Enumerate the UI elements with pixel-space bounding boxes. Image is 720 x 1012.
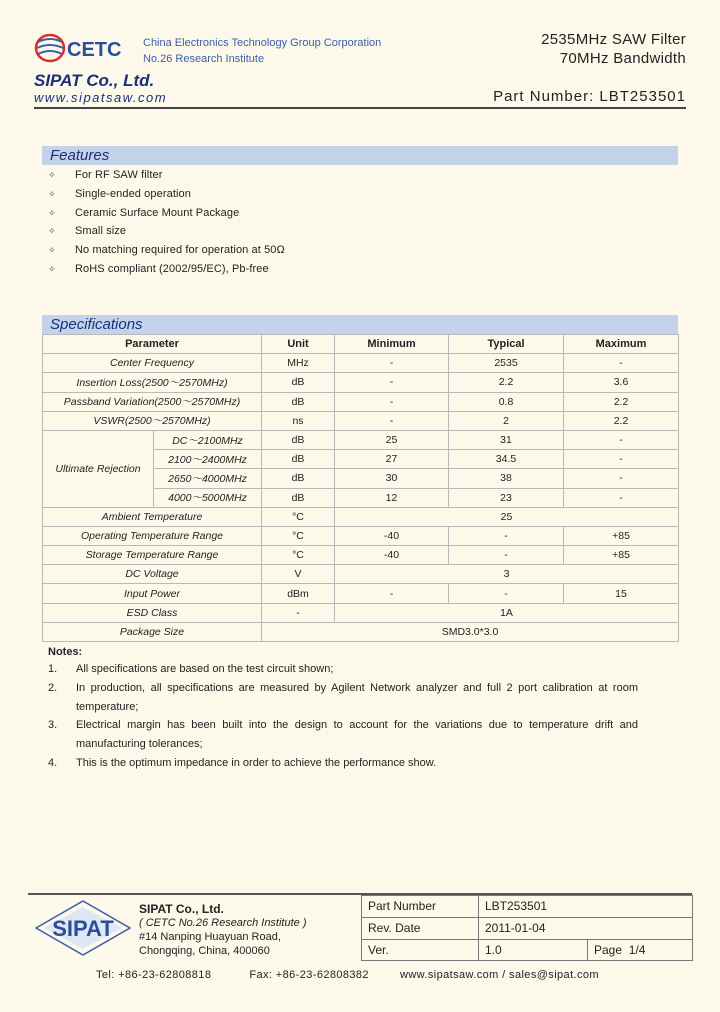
min-cell: -40 [335, 546, 449, 565]
company-line1: China Electronics Technology Group Corporation [143, 37, 382, 49]
typ-cell: 34.5 [449, 450, 564, 469]
range-cell: 2100～2400MHz [154, 450, 262, 469]
typ-cell: 23 [449, 488, 564, 507]
product-line2: 70MHz Bandwidth [559, 50, 686, 67]
unit-cell: - [262, 603, 335, 622]
list-item [48, 204, 285, 223]
feature-text: For RF SAW filter [75, 169, 163, 181]
typ-cell: 38 [449, 469, 564, 488]
max-cell: +85 [564, 546, 679, 565]
unit-cell: dB [262, 373, 335, 392]
page-cell [588, 939, 693, 961]
min-cell: 30 [335, 469, 449, 488]
feature-text: No matching required for operation at 50Ω [75, 244, 285, 257]
header-minimum: Minimum [335, 335, 449, 354]
list-item [48, 716, 684, 754]
value-cell: 25 [335, 507, 679, 526]
bullet-icon: ✧ [48, 245, 56, 256]
feature-text: Single-ended operation [75, 187, 191, 200]
footer-contact [28, 969, 692, 981]
header-maximum: Maximum [564, 335, 679, 354]
ver-label: Ver. [362, 939, 479, 961]
unit-cell: MHz [262, 354, 335, 373]
unit-cell: °C [262, 546, 335, 565]
param-cell: Input Power [43, 584, 262, 603]
page-value: 1/4 [628, 942, 646, 957]
note-number: 3. [48, 719, 58, 732]
feature-text: Ceramic Surface Mount Package [75, 206, 240, 219]
bullet-icon: ✧ [48, 207, 56, 218]
footer-web-email[interactable]: www.sipatsaw.com / sales@sipat.com [399, 969, 599, 981]
param-cell: VSWR(2500～2570MHz) [43, 411, 262, 430]
table-row [43, 622, 679, 641]
max-cell: - [564, 488, 679, 507]
notes-title: Notes: [48, 646, 83, 658]
note-text: All specifications are based on the test circuit shown; [76, 663, 334, 675]
param-cell: Center Frequency [43, 354, 262, 373]
footer-info-table [361, 895, 693, 961]
min-cell: -40 [335, 526, 449, 545]
list-item [48, 241, 285, 260]
max-cell: - [564, 354, 679, 373]
max-cell: +85 [564, 526, 679, 545]
specifications-table [42, 334, 679, 642]
typ-cell: 31 [449, 430, 564, 449]
table-row [43, 430, 679, 449]
typ-cell: - [449, 546, 564, 565]
part-number-header: Part Number: LBT253501 [493, 88, 686, 105]
typ-cell: 2 [449, 411, 564, 430]
list-item [48, 679, 684, 717]
table-header-row [43, 335, 679, 354]
min-cell: 12 [335, 488, 449, 507]
unit-cell: V [262, 565, 335, 584]
min-cell: - [335, 373, 449, 392]
range-cell: DC～2100MHz [154, 430, 262, 449]
range-cell: 2650～4000MHz [154, 469, 262, 488]
header-divider [34, 107, 686, 109]
table-row [43, 603, 679, 622]
typ-cell: 2535 [449, 354, 564, 373]
features-title: Features [42, 146, 678, 165]
param-cell: ESD Class [43, 603, 262, 622]
footer-address1: #14 Nanping Huayuan Road, [139, 931, 281, 943]
list-item [48, 260, 285, 279]
notes-list [48, 660, 684, 773]
unit-cell: ns [262, 411, 335, 430]
unit-cell: dB [262, 430, 335, 449]
header-unit: Unit [262, 335, 335, 354]
page-label: Page [594, 942, 623, 957]
min-cell: - [335, 354, 449, 373]
range-cell: 4000～5000MHz [154, 488, 262, 507]
product-title [541, 30, 686, 68]
features-list [48, 166, 285, 279]
note-text: This is the optimum impedance in order to achieve the performance show. [76, 756, 437, 769]
footer-institute: ( CETC No.26 Research Institute ) [139, 917, 307, 929]
typ-cell: 2.2 [449, 373, 564, 392]
bullet-icon: ✧ [48, 226, 56, 237]
unit-cell: °C [262, 507, 335, 526]
max-cell: 15 [564, 584, 679, 603]
ultimate-rejection-label: Ultimate Rejection [43, 430, 154, 507]
min-cell: 25 [335, 430, 449, 449]
feature-text: Small size [75, 225, 127, 238]
typ-cell: - [449, 584, 564, 603]
min-cell: - [335, 392, 449, 411]
table-row [43, 411, 679, 430]
table-row [362, 917, 693, 939]
max-cell: 3.6 [564, 373, 679, 392]
max-cell: - [564, 469, 679, 488]
note-number: 2. [48, 681, 58, 694]
table-row [43, 392, 679, 411]
table-row [43, 546, 679, 565]
unit-cell: dBm [262, 584, 335, 603]
list-item [48, 185, 285, 204]
value-cell: SMD3.0*3.0 [262, 622, 679, 641]
rev-date-label: Rev. Date [362, 917, 479, 939]
table-row [43, 584, 679, 603]
max-cell: 2.2 [564, 411, 679, 430]
table-row [43, 373, 679, 392]
footer-company-name: SIPAT Co., Ltd. [139, 902, 224, 916]
cetc-logo [34, 28, 134, 68]
company-line2: No.26 Research Institute [143, 53, 265, 65]
specifications-title: Specifications [42, 315, 678, 334]
table-row [43, 526, 679, 545]
table-row [362, 939, 693, 961]
min-cell: - [335, 411, 449, 430]
unit-cell: dB [262, 450, 335, 469]
svg-text:SIPAT: SIPAT [52, 916, 114, 941]
list-item [48, 166, 285, 185]
notes-section [48, 646, 684, 773]
param-cell: Ambient Temperature [43, 507, 262, 526]
sipat-company-name: SIPAT Co., Ltd. [34, 71, 155, 90]
list-item [48, 222, 285, 241]
unit-cell: dB [262, 469, 335, 488]
unit-cell: dB [262, 392, 335, 411]
unit-cell: °C [262, 526, 335, 545]
ver-value: 1.0 [479, 939, 588, 961]
param-cell: DC Voltage [43, 565, 262, 584]
table-row [43, 565, 679, 584]
header-parameter: Parameter [43, 335, 262, 354]
part-number-label: Part Number [362, 896, 479, 918]
param-cell: Passband Variation(2500～2570MHz) [43, 392, 262, 411]
typ-cell: - [449, 526, 564, 545]
footer-company [139, 902, 307, 958]
header-typical: Typical [449, 335, 564, 354]
list-item [48, 660, 684, 679]
max-cell: - [564, 450, 679, 469]
table-row [362, 896, 693, 918]
list-item [48, 754, 684, 773]
cetc-company-text [143, 35, 381, 67]
typ-cell: 0.8 [449, 392, 564, 411]
bullet-icon: ✧ [48, 188, 56, 199]
param-cell: Storage Temperature Range [43, 546, 262, 565]
min-cell: 27 [335, 450, 449, 469]
note-number: 4. [48, 756, 58, 769]
note-text: Electrical margin has been built into the design to account for the variations due to temperature drift and manufacturing tolerances; [76, 719, 638, 751]
product-line1: 2535MHz SAW Filter [541, 31, 686, 48]
sipat-logo [34, 899, 132, 957]
rev-date-value: 2011-01-04 [479, 917, 693, 939]
table-row [43, 354, 679, 373]
note-number: 1. [48, 663, 58, 675]
param-cell: Insertion Loss(2500～2570MHz) [43, 373, 262, 392]
min-cell: - [335, 584, 449, 603]
footer-fax: Fax: +86-23-62808382 [249, 969, 369, 981]
bullet-icon: ✧ [48, 170, 56, 180]
feature-text: RoHS compliant (2002/95/EC), Pb-free [75, 262, 269, 275]
max-cell: - [564, 430, 679, 449]
table-row [43, 507, 679, 526]
unit-cell: dB [262, 488, 335, 507]
footer-tel: Tel: +86-23-62808818 [96, 969, 212, 981]
value-cell: 3 [335, 565, 679, 584]
bullet-icon: ✧ [48, 263, 56, 274]
value-cell: 1A [335, 603, 679, 622]
footer-address2: Chongqing, China, 400060 [139, 945, 270, 957]
param-cell: Package Size [43, 622, 262, 641]
max-cell: 2.2 [564, 392, 679, 411]
part-number-value: LBT253501 [479, 896, 693, 918]
note-text: In production, all specifications are measured by Agilent Network analyzer and full 2 port calibration at room temperature; [76, 681, 638, 713]
param-cell: Operating Temperature Range [43, 526, 262, 545]
sipat-website: www.sipatsaw.com [34, 90, 168, 105]
svg-text:CETC: CETC [67, 39, 122, 61]
